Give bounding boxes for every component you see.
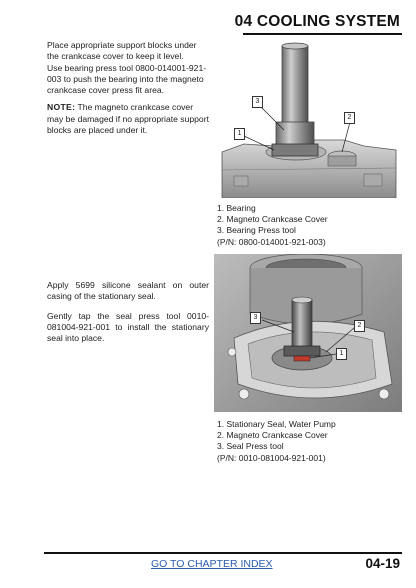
- callout-3: 3: [252, 96, 263, 108]
- caption-line: (P/N: 0010-081004-921-001): [217, 452, 326, 463]
- caption-line: (P/N: 0800-014001-921-003): [217, 236, 326, 247]
- section1-paragraph-1: Place appropriate support blocks under the crankcase cover to keep it level.: [47, 40, 197, 62]
- bearing-press-figure: [214, 40, 402, 198]
- page-number: 04-19: [365, 556, 400, 571]
- note-text: The magneto crankcase cover may be damaged if no appropriate support blocks are placed under it.: [47, 102, 209, 136]
- note-label: NOTE:: [47, 102, 76, 113]
- callout-2: 2: [344, 112, 355, 124]
- bearing-press-illustration: [214, 40, 402, 198]
- figure2-caption: [217, 419, 336, 464]
- figure1-caption: [217, 203, 328, 248]
- section2-paragraph-2: Gently tap the seal press tool 0010-081004-921-001 to install the stationary seal into place.: [47, 310, 209, 344]
- chapter-index-link[interactable]: GO TO CHAPTER INDEX: [151, 558, 273, 570]
- callout-3: 3: [250, 312, 261, 324]
- section2-text: [47, 280, 209, 344]
- caption-line: 2. Magneto Crankcase Cover: [217, 430, 328, 441]
- caption-line: 3. Bearing Press tool: [217, 225, 296, 236]
- caption-line: 1. Stationary Seal, Water Pump: [217, 419, 336, 429]
- seal-press-illustration: [214, 254, 402, 412]
- caption-line: 1. Bearing: [217, 203, 256, 213]
- callout-1: 1: [336, 348, 347, 360]
- caption-line: 3. Seal Press tool: [217, 441, 284, 452]
- section2-paragraph-1: Apply 5699 silicone sealant on outer casing of the stationary seal.: [47, 280, 209, 302]
- footer-divider: [44, 552, 402, 554]
- callout-1: 1: [234, 128, 245, 140]
- section1-note: [47, 102, 210, 136]
- chapter-title: 04 COOLING SYSTEM: [234, 13, 400, 30]
- callout-2: 2: [354, 320, 365, 332]
- caption-line: 2. Magneto Crankcase Cover: [217, 214, 328, 225]
- section1-paragraph-2: Use bearing press tool 0800-014001-921-003 to push the bearing into the magneto crankcase cover press fit area.: [47, 62, 207, 96]
- seal-press-figure: [214, 254, 402, 412]
- header-divider: [243, 33, 402, 35]
- section1-text: [47, 40, 210, 136]
